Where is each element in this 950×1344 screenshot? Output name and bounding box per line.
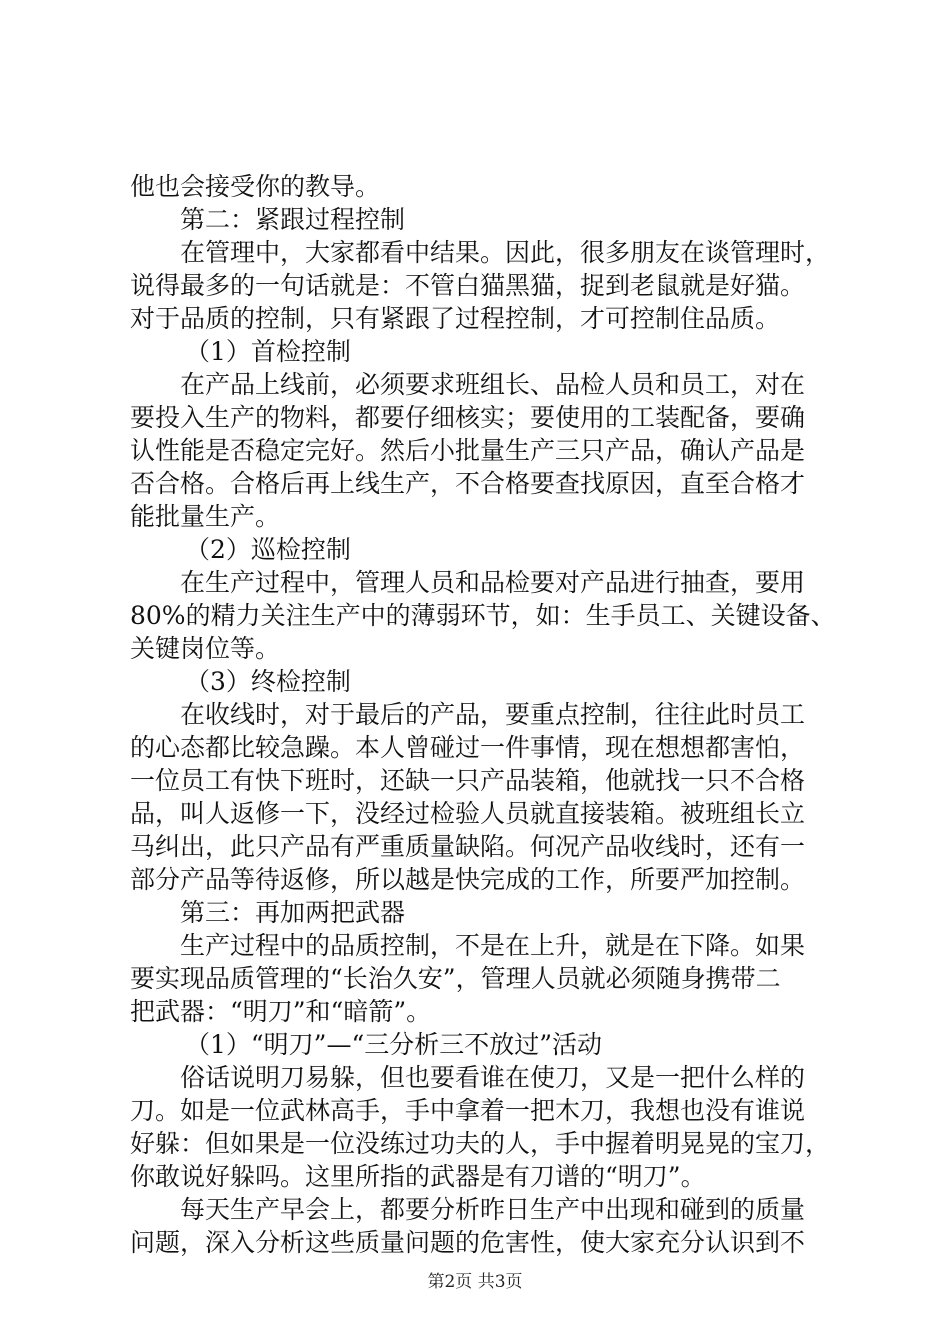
text-line: 马纠出，此只产品有严重质量缺陷。何况产品收线时，还有一 [130,832,806,861]
subsection-heading: （1）首检控制 [185,337,351,366]
text-line: 说得最多的一句话就是：不管白猫黑猫，捉到老鼠就是好猫。 [130,271,806,300]
text-line: 的心态都比较急躁。本人曾碰过一件事情，现在想想都害怕， [130,733,806,762]
text-line: 在收线时，对于最后的产品，要重点控制，往往此时员工 [180,700,806,729]
text-line: 要实现品质管理的“长治久安”，管理人员就必须随身携带二 [130,964,781,993]
text-line: 生产过程中的品质控制，不是在上升，就是在下降。如果 [180,931,806,960]
text-line: 关键岗位等。 [130,634,281,663]
text-line: 刀。如是一位武林高手，手中拿着一把木刀，我想也没有谁说 [130,1096,806,1125]
text-line: 每天生产早会上，都要分析昨日生产中出现和碰到的质量 [180,1195,806,1224]
text-line: 否合格。合格后再上线生产，不合格要查找原因，直至合格才 [130,469,806,498]
subsection-heading: （2）巡检控制 [185,535,351,564]
text-line: 你敢说好躲吗。这里所指的武器是有刀谱的“明刀”。 [130,1162,706,1191]
section-heading: 第三：再加两把武器 [180,898,406,927]
text-line: 一位员工有快下班时，还缺一只产品装箱，他就找一只不合格 [130,766,806,795]
text-line: 品，叫人返修一下，没经过检验人员就直接装箱。被班组长立 [130,799,806,828]
subsection-heading: （1）“明刀”—“三分析三不放过”活动 [185,1030,603,1059]
text-line: 在生产过程中，管理人员和品检要对产品进行抽查，要用 [180,568,806,597]
text-line: 好躲：但如果是一位没练过功夫的人，手中握着明晃晃的宝刀， [130,1129,831,1158]
text-line: 对于品质的控制，只有紧跟了过程控制，才可控制住品质。 [130,304,781,333]
section-heading: 第二：紧跟过程控制 [180,205,406,234]
text-line: 在管理中，大家都看中结果。因此，很多朋友在谈管理时， [180,238,831,267]
text-line: 要投入生产的物料，都要仔细核实；要使用的工装配备，要确 [130,403,806,432]
text-line: 在产品上线前，必须要求班组长、品检人员和员工，对在 [180,370,806,399]
text-line: 部分产品等待返修，所以越是快完成的工作，所要严加控制。 [130,865,806,894]
text-line: 80%的精力关注生产中的薄弱环节，如：生手员工、关键设备、 [130,601,836,630]
text-line: 他也会接受你的教导。 [130,172,381,201]
text-line: 把武器：“明刀”和“暗箭”。 [130,997,432,1026]
body-text [130,170,836,1259]
subsection-heading: （3）终检控制 [185,667,351,696]
text-line: 认性能是否稳定完好。然后小批量生产三只产品，确认产品是 [130,436,806,465]
text-line: 能批量生产。 [130,502,281,531]
text-line: 俗话说明刀易躲，但也要看谁在使刀，又是一把什么样的 [180,1063,806,1092]
page-footer: 第2页 共3页 [427,1272,523,1292]
text-line: 问题，深入分析这些质量问题的危害性，使大家充分认识到不 [130,1228,806,1257]
